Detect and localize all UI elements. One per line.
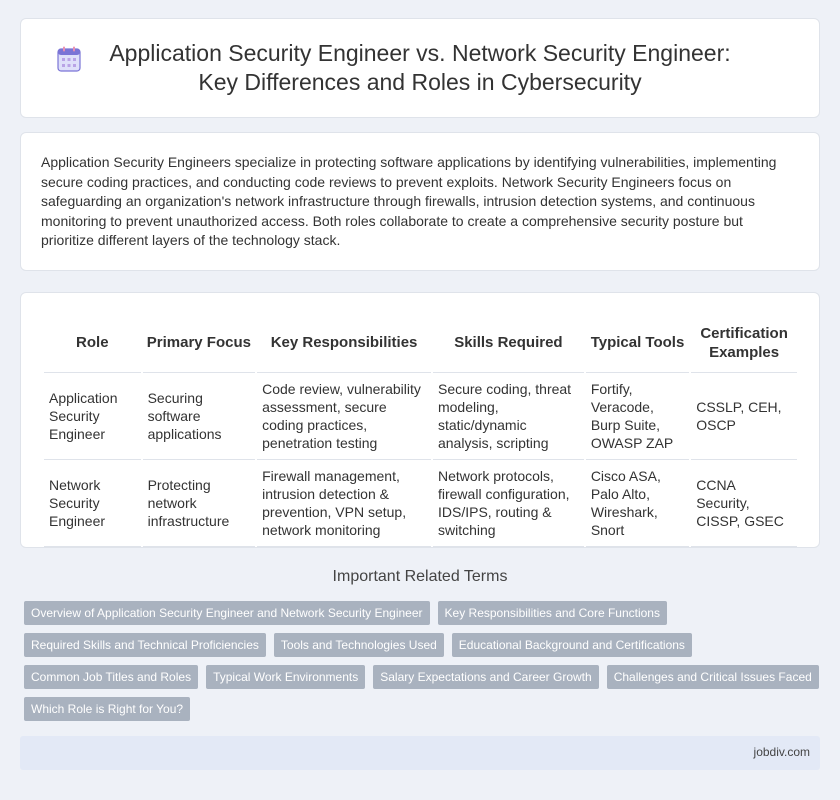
- intro-card: [20, 132, 820, 271]
- related-term-tag[interactable]: Key Responsibilities and Core Functions: [438, 601, 667, 625]
- table-cell: Network Security Engineer: [44, 460, 141, 547]
- related-term-tag[interactable]: Educational Background and Certifications: [452, 633, 692, 657]
- table-cell: Securing software applications: [143, 373, 256, 460]
- table-cell: Protecting network infrastructure: [143, 460, 256, 547]
- footer-site-link[interactable]: jobdiv.com: [753, 745, 810, 759]
- table-cell: Cisco ASA, Palo Alto, Wireshark, Snort: [586, 460, 689, 547]
- table-cell: CCNA Security, CISSP, GSEC: [691, 460, 797, 547]
- table-header-cell: Primary Focus: [143, 313, 256, 373]
- table-cell: Network protocols, firewall configuration, IDS/IPS, routing & switching: [433, 460, 584, 547]
- related-terms-list: [24, 601, 824, 721]
- footer: [20, 736, 820, 770]
- table-cell: CSSLP, CEH, OSCP: [691, 373, 797, 460]
- header-card: [20, 18, 820, 118]
- related-term-tag[interactable]: Common Job Titles and Roles: [24, 665, 198, 689]
- table-header-cell: Key Responsibilities: [257, 313, 431, 373]
- page-title: Application Security Engineer vs. Network Security Engineer: Key Differences and Roles in Cybersecurity: [109, 40, 731, 95]
- table-header-cell: Role: [44, 313, 141, 373]
- related-term-tag[interactable]: Required Skills and Technical Proficiencies: [24, 633, 266, 657]
- table-row: [44, 460, 797, 547]
- related-term-tag[interactable]: Which Role is Right for You?: [24, 697, 190, 721]
- related-term-tag[interactable]: Salary Expectations and Career Growth: [373, 665, 598, 689]
- table-cell: Application Security Engineer: [44, 373, 141, 460]
- related-terms-title: Important Related Terms: [332, 568, 508, 585]
- comparison-table-card: [20, 292, 820, 548]
- table-cell: Fortify, Veracode, Burp Suite, OWASP ZAP: [586, 373, 689, 460]
- related-term-tag[interactable]: Overview of Application Security Engineer and Network Security Engineer: [24, 601, 430, 625]
- table-cell: Firewall management, intrusion detection & prevention, VPN setup, network monitoring: [257, 460, 431, 547]
- related-term-tag[interactable]: Challenges and Critical Issues Faced: [607, 665, 819, 689]
- table-header-cell: Skills Required: [433, 313, 584, 373]
- table-cell: Secure coding, threat modeling, static/dynamic analysis, scripting: [433, 373, 584, 460]
- comparison-table: [42, 313, 799, 547]
- related-term-tag[interactable]: Typical Work Environments: [206, 665, 365, 689]
- related-term-tag[interactable]: Tools and Technologies Used: [274, 633, 444, 657]
- table-header-row: [44, 313, 797, 373]
- table-row: [44, 373, 797, 460]
- table-header-cell: Typical Tools: [586, 313, 689, 373]
- table-header-cell: Certification Examples: [691, 313, 797, 373]
- intro-paragraph: Application Security Engineers specialize in protecting software applications by identifying vulnerabilities, implementing secure coding practices, and conducting code reviews to prevent exploits. Network Security Engineers focus on safeguarding an organization's network infrastructure through firewalls, intrusion detection systems, and continuous monitoring to prevent unauthorized access. Both roles collaborate to create a comprehensive security posture but prioritize different layers of the technology stack.: [41, 154, 777, 248]
- table-cell: Code review, vulnerability assessment, secure coding practices, penetration testing: [257, 373, 431, 460]
